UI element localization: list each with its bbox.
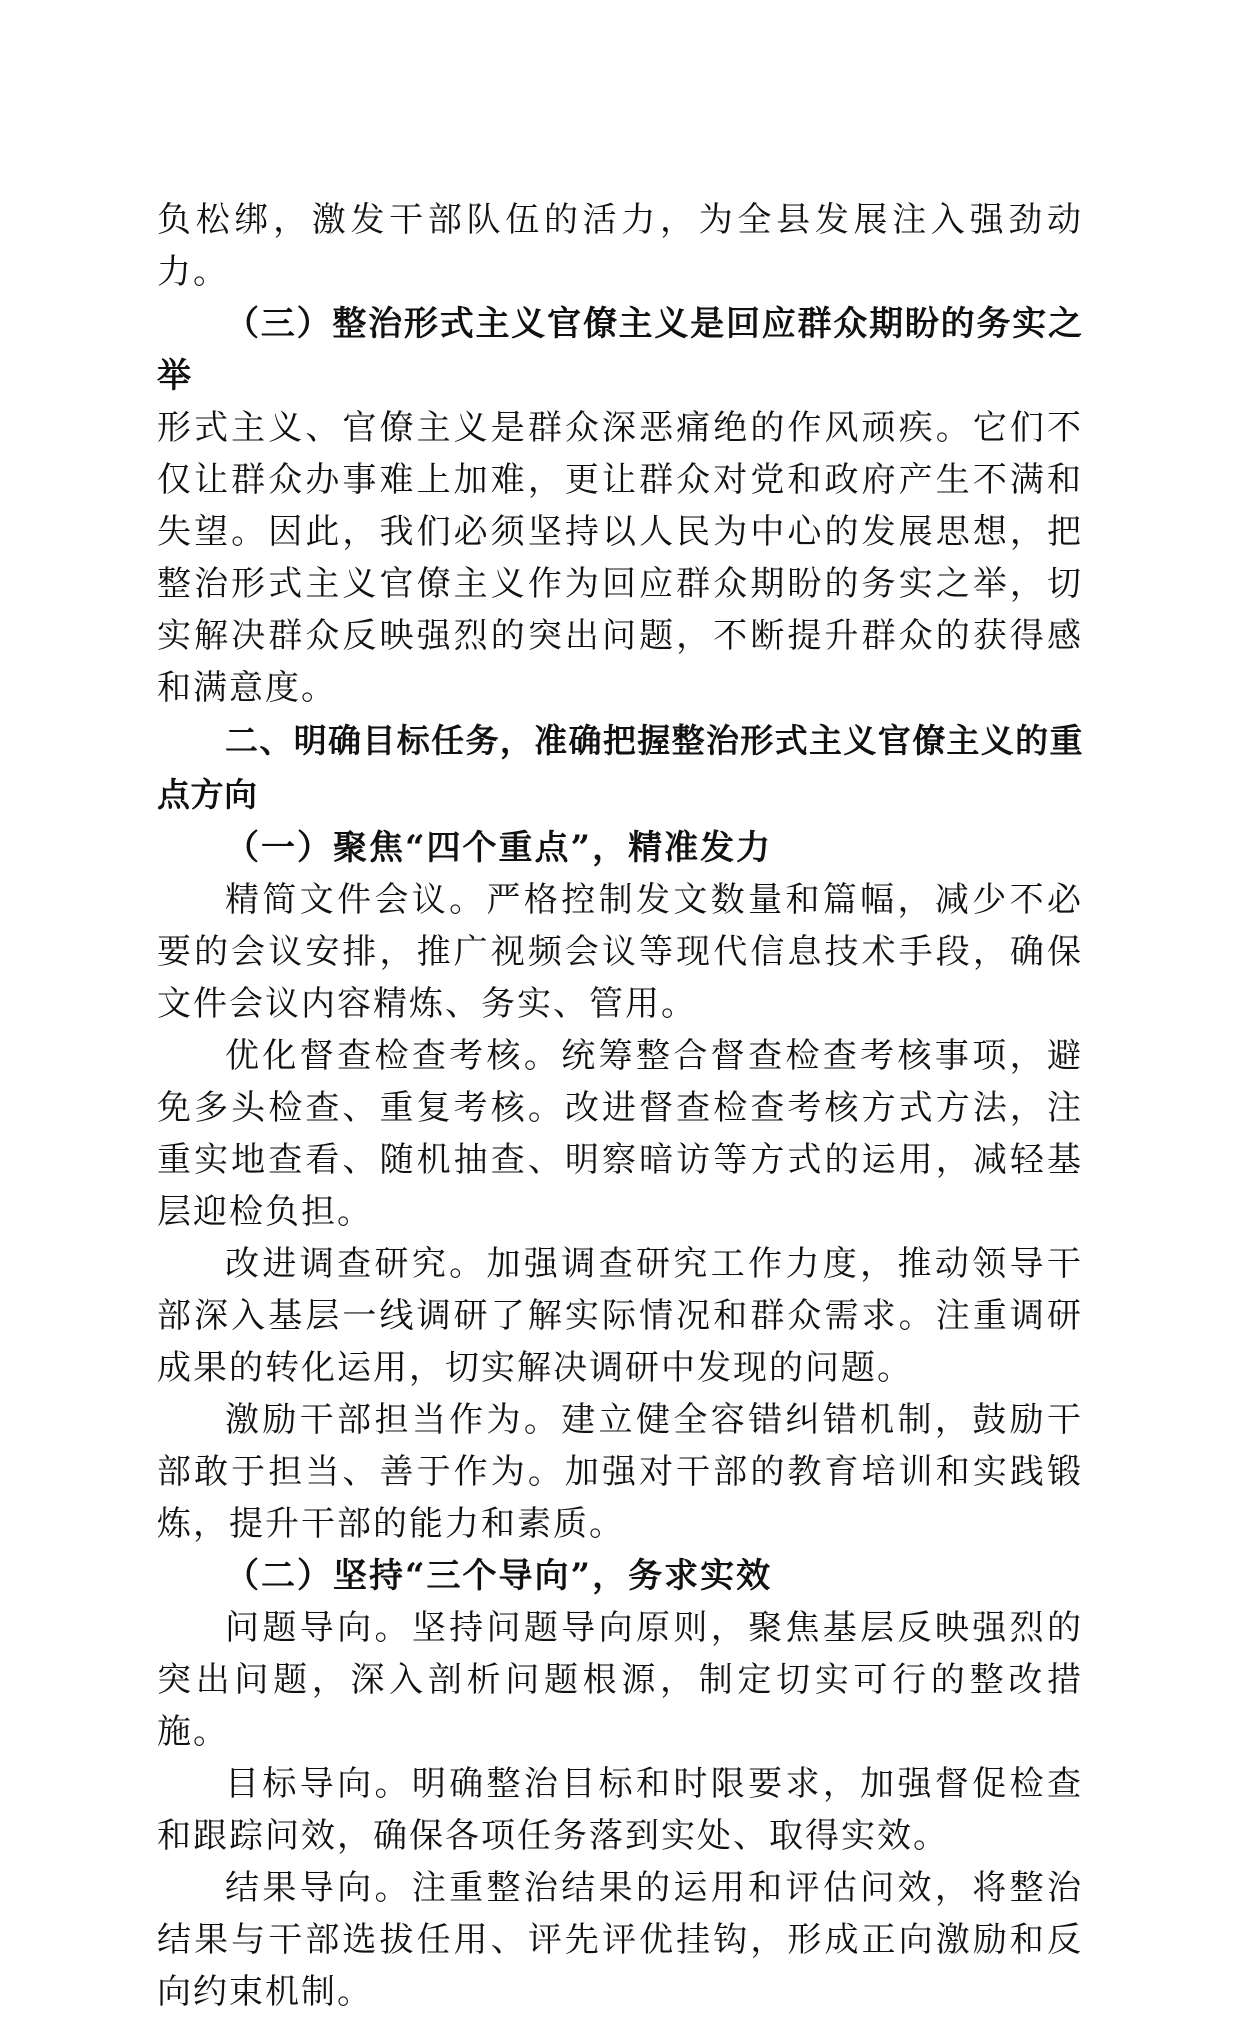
paragraph-body: 结果导向。注重整治结果的运用和评估问效，将整治结果与干部选拔任用、评先评优挂钩，形成正向激励和反向约束机制。 xyxy=(157,1868,1083,2012)
document-page xyxy=(157,194,1083,2018)
sub-heading-three-orientations: （二）坚持“三个导向”，务求实效 xyxy=(225,1556,773,1596)
sub-heading-focus-four: （一）聚焦“四个重点”，精准发力 xyxy=(225,828,773,868)
paragraph-body: 问题导向。坚持问题导向原则，聚焦基层反映强烈的突出问题，深入剖析问题根源，制定切实可行的整改措施。 xyxy=(157,1608,1083,1752)
sub-heading-three: （三）整治形式主义官僚主义是回应群众期盼的务实之举 xyxy=(157,304,1083,396)
paragraph-body: 激励干部担当作为。建立健全容错纠错机制，鼓励干部敢于担当、善于作为。加强对干部的教育培训和实践锻炼，提升干部的能力和素质。 xyxy=(157,1400,1083,1544)
paragraph-body: 改进调查研究。加强调查研究工作力度，推动领导干部深入基层一线调研了解实际情况和群众需求。注重调研成果的转化运用，切实解决调研中发现的问题。 xyxy=(157,1244,1083,1388)
section-heading-two: 二、明确目标任务，准确把握整治形式主义官僚主义的重点方向 xyxy=(157,721,1083,814)
paragraph-body: 优化督查检查考核。统筹整合督查检查考核事项，避免多头检查、重复考核。改进督查检查考核方式方法，注重实地查看、随机抽查、明察暗访等方式的运用，减轻基层迎检负担。 xyxy=(157,1036,1083,1232)
paragraph-body: 形式主义、官僚主义是群众深恶痛绝的作风顽疾。它们不仅让群众办事难上加难，更让群众对党和政府产生不满和失望。因此，我们必须坚持以人民为中心的发展思想，把整治形式主义官僚主义作为回应群众期盼的务实之举，切实解决群众反映强烈的突出问题，不断提升群众的获得感和满意度。 xyxy=(157,408,1083,708)
paragraph-body: 精简文件会议。严格控制发文数量和篇幅，减少不必要的会议安排，推广视频会议等现代信息技术手段，确保文件会议内容精炼、务实、管用。 xyxy=(157,880,1083,1024)
paragraph-body: 目标导向。明确整治目标和时限要求，加强督促检查和跟踪问效，确保各项任务落到实处、取得实效。 xyxy=(157,1764,1083,1856)
paragraph-continuation: 负松绑，激发干部队伍的活力，为全县发展注入强劲动力。 xyxy=(157,200,1083,292)
